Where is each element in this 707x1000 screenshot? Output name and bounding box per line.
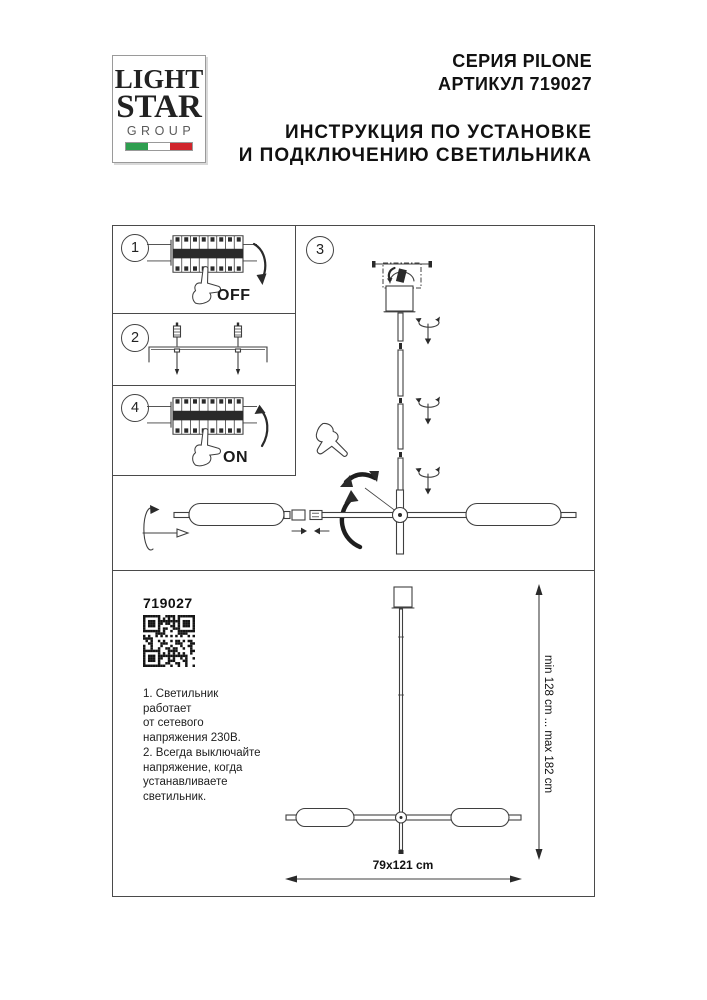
step1-number	[121, 234, 149, 262]
note-line: работает	[143, 702, 192, 715]
lightstar-logo	[112, 55, 206, 163]
note-line: от сетевого	[143, 717, 204, 730]
series-name: СЕРИЯ PILONE	[452, 51, 592, 71]
product-spec-panel	[112, 570, 595, 897]
on-label: ON	[223, 449, 248, 466]
article-number: АРТИКУЛ 719027	[438, 74, 592, 94]
logo-word-light: LIGHT	[114, 64, 204, 94]
note-line: напряжения 230В.	[143, 732, 241, 745]
step4-number	[121, 394, 149, 422]
arrow-down-icon	[251, 242, 269, 287]
note-line: 1. Светильник	[143, 688, 219, 700]
title-line-2: И ПОДКЛЮЧЕНИЮ СВЕТИЛЬНИКА	[238, 145, 592, 166]
step1-number-text: 1	[130, 240, 140, 256]
header-series-block	[438, 50, 592, 96]
spec-article-number: 719027	[143, 595, 193, 611]
step2-box	[112, 313, 296, 386]
pointing-hand-icon	[189, 426, 223, 468]
step3-number-text: 3	[315, 242, 325, 258]
step4-box	[112, 385, 296, 476]
note-line: 2. Всегда выключайте	[143, 746, 261, 759]
title-line-1: ИНСТРУКЦИЯ ПО УСТАНОВКЕ	[285, 122, 592, 143]
mounting-bracket-diagram	[141, 318, 281, 380]
logo-word-group: GROUP	[126, 124, 196, 138]
off-label: OFF	[217, 287, 251, 304]
step2-number-text: 2	[130, 330, 140, 346]
step1-box	[112, 225, 296, 314]
width-dimension-label: 79x121 cm	[372, 858, 434, 872]
note-line: светильник.	[143, 790, 207, 803]
step3-number	[306, 236, 334, 264]
page-title	[239, 121, 592, 167]
arrow-up-icon	[253, 404, 271, 449]
flag-green	[126, 143, 148, 150]
flag-red	[170, 143, 192, 150]
step4-number-text: 4	[130, 400, 140, 416]
note-line: напряжение, когда	[143, 761, 243, 774]
note-line: устанавливаете	[143, 776, 228, 789]
assembly-steps-panel	[112, 225, 595, 571]
height-range-label: min 128 cm ... max 182 cm	[542, 655, 554, 794]
logo-word-star: STAR	[116, 89, 202, 125]
italian-flag-stripe	[125, 142, 193, 151]
lamp-dimensions-diagram	[113, 571, 594, 896]
flag-white	[148, 143, 170, 150]
